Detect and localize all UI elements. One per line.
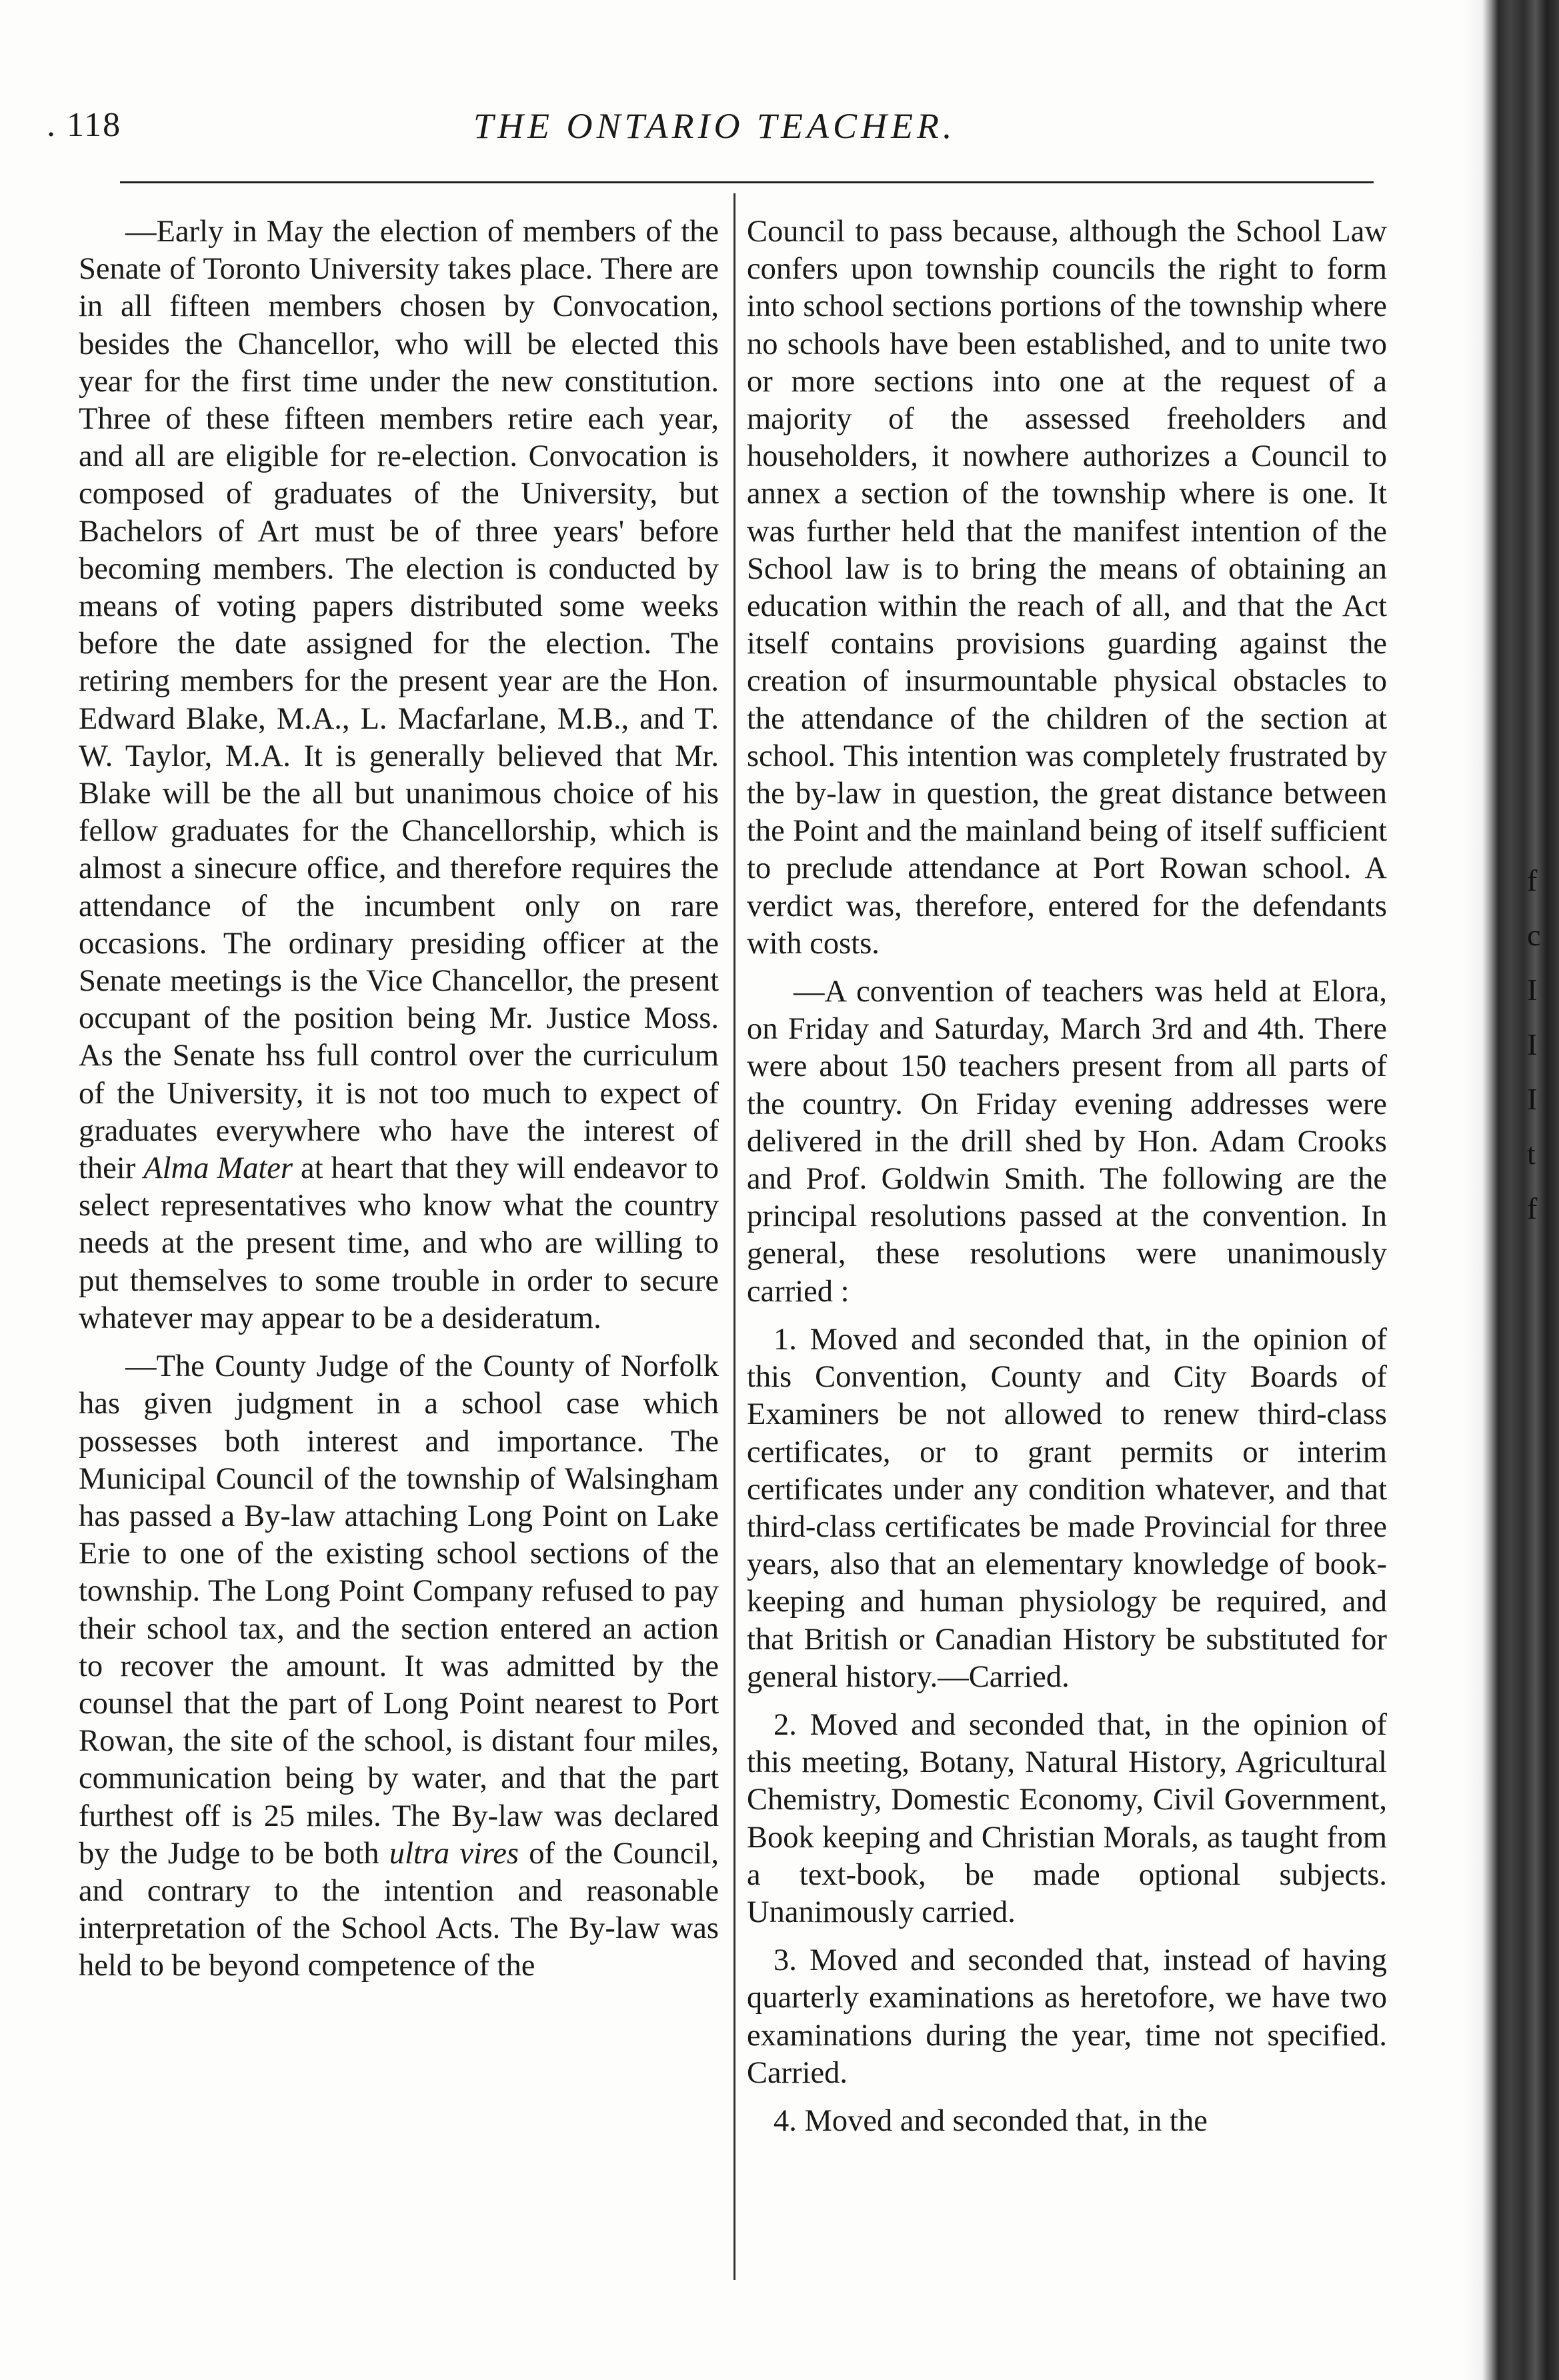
italic-phrase: ultra vires <box>389 1836 519 1871</box>
paragraph-text: —The County Judge of the County of Norfolk has given judgment in a school case which possesses both interest and importance. The Municipal Council of the township of Walsingham has passed a By-law attaching Long Point on Lake Erie to one of the existing school sections of the township. The Long Point Company refused to pay their school tax, and the section entered an action to recover the amount. It was admitted by the counsel that the part of Long Point nearest to Port Rowan, the site of the school, is distant four miles, communication being by water, and that the part furthest off is 25 miles. The By-law was declared by the Judge to be both <box>79 1349 719 1871</box>
resolution-item: 4. Moved and seconded that, in the <box>773 2103 1208 2138</box>
italic-phrase: Alma Mater <box>143 1151 293 1186</box>
convention-paragraph: —A convention of teachers was held at Elora, on Friday and Saturday, March 3rd and 4th. There were about 150 teachers present from all parts of the country. On Friday evening addresses were delivered in the drill shed by Hon. Adam Crooks and Prof. Goldwin Smith. The following are the principal resolutions passed at the convention. In general, these resolutions were unanimously carried : <box>747 975 1387 1309</box>
continued-paragraph: Council to pass because, although the School Law confers upon township councils the right to form into school sections portions of the township where no schools have been established, and to unite two or more sections into one at the request of a majority of the assessed freeholders and householders, it nowhere authorizes a Council to annex a section of the township where is one. It was further held that the manifest intention of the School law is to bring the means of obtaining an education within the reach of all, and that the Act itself contains provisions guarding against the creation of insurmountable physical obstacles to the attendance of the children of the section at school. This intention was completely frustrated by the by-law in question, the great distance between the Point and the mainland being of itself sufficient to preclude attendance at Port Rowan school. A verdict was, therefore, entered for the defendants with costs. <box>747 215 1387 961</box>
page-number: . 118 <box>47 106 122 144</box>
paragraph-text: of the Council, and contrary to the intention and reasonable interpretation of the School Acts. The By-law was held to be beyond competence of the <box>79 1836 719 1983</box>
edge-fragments <box>1527 853 1554 1236</box>
edge-fragment: I <box>1527 973 1538 1007</box>
right-column <box>747 213 1387 2151</box>
resolution-item: 1. Moved and seconded that, in the opinion of this Convention, County and City Boards of Examiners be not allowed to renew third-class certificates, or to grant permits or interim certificates under any condition whatever, and that third-class certificates be made Provincial for three years, also that an elementary knowledge of book-keeping and human physiology be required, and that British or Canadian History be substituted for general history.—Carried. <box>747 1322 1387 1694</box>
senate-election-paragraph <box>79 213 719 1337</box>
resolution-item: 2. Moved and seconded that, in the opinion of this meeting, Botany, Natural History, Agricultural Chemistry, Domestic Economy, Civil Government, Book keeping and Christian Morals, as taught from a text-book, be made optional subjects. Unanimously carried. <box>747 1707 1387 1929</box>
paragraph-text: at heart that they will endeavor to select representatives who know what the country needs at the present time, and who are willing to put themselves to some trouble in order to secure whatever may appear to be a desideratum. <box>79 1151 719 1335</box>
page-header <box>47 105 1380 152</box>
running-title: THE ONTARIO TEACHER. <box>473 106 956 146</box>
edge-fragment: c <box>1527 918 1541 952</box>
resolution-item: 3. Moved and seconded that, instead of having quarterly examinations as heretofore, we have two examinations during the year, time not specified. Carried. <box>747 1943 1387 2090</box>
paragraph-text: —Early in May the election of members of the Senate of Toronto University takes place. There are in all fifteen members chosen by Convocation, besides the Chancellor, who will be elected this year for the first time under the new constitution. Three of these fifteen members retire each year, and all are eligible for re-election. Convocation is composed of graduates of the University, but Bachelors of Art must be of three years' before becoming members. The election is conducted by means of voting papers distributed some weeks before the date assigned for the election. The retiring members for the present year are the Hon. Edward Blake, M.A., L. Macfarlane, M.B., and T. W. Taylor, M.A. It is generally believed that Mr. Blake will be the all but unanimous choice of his fellow graduates for the Chancellorship, which is almost a sinecure office, and therefore requires the attendance of the incumbent only on rare occasions. The ordinary presiding officer at the Senate meetings is the Vice Chancellor, the present occupant of the position being Mr. Justice Moss. As the Senate hss full control over the curriculum of the University, it is not too much to expect of graduates everywhere who have the interest of their <box>79 215 719 1186</box>
edge-fragment: I <box>1527 1082 1538 1116</box>
edge-fragment: f <box>1527 1191 1538 1225</box>
header-rule <box>120 181 1374 183</box>
column-divider <box>733 193 735 2280</box>
edge-fragment: t <box>1527 1137 1536 1171</box>
county-judge-paragraph <box>79 1348 719 1985</box>
edge-fragment: f <box>1527 863 1538 897</box>
left-column <box>79 213 719 1996</box>
edge-fragment: I <box>1527 1027 1538 1061</box>
